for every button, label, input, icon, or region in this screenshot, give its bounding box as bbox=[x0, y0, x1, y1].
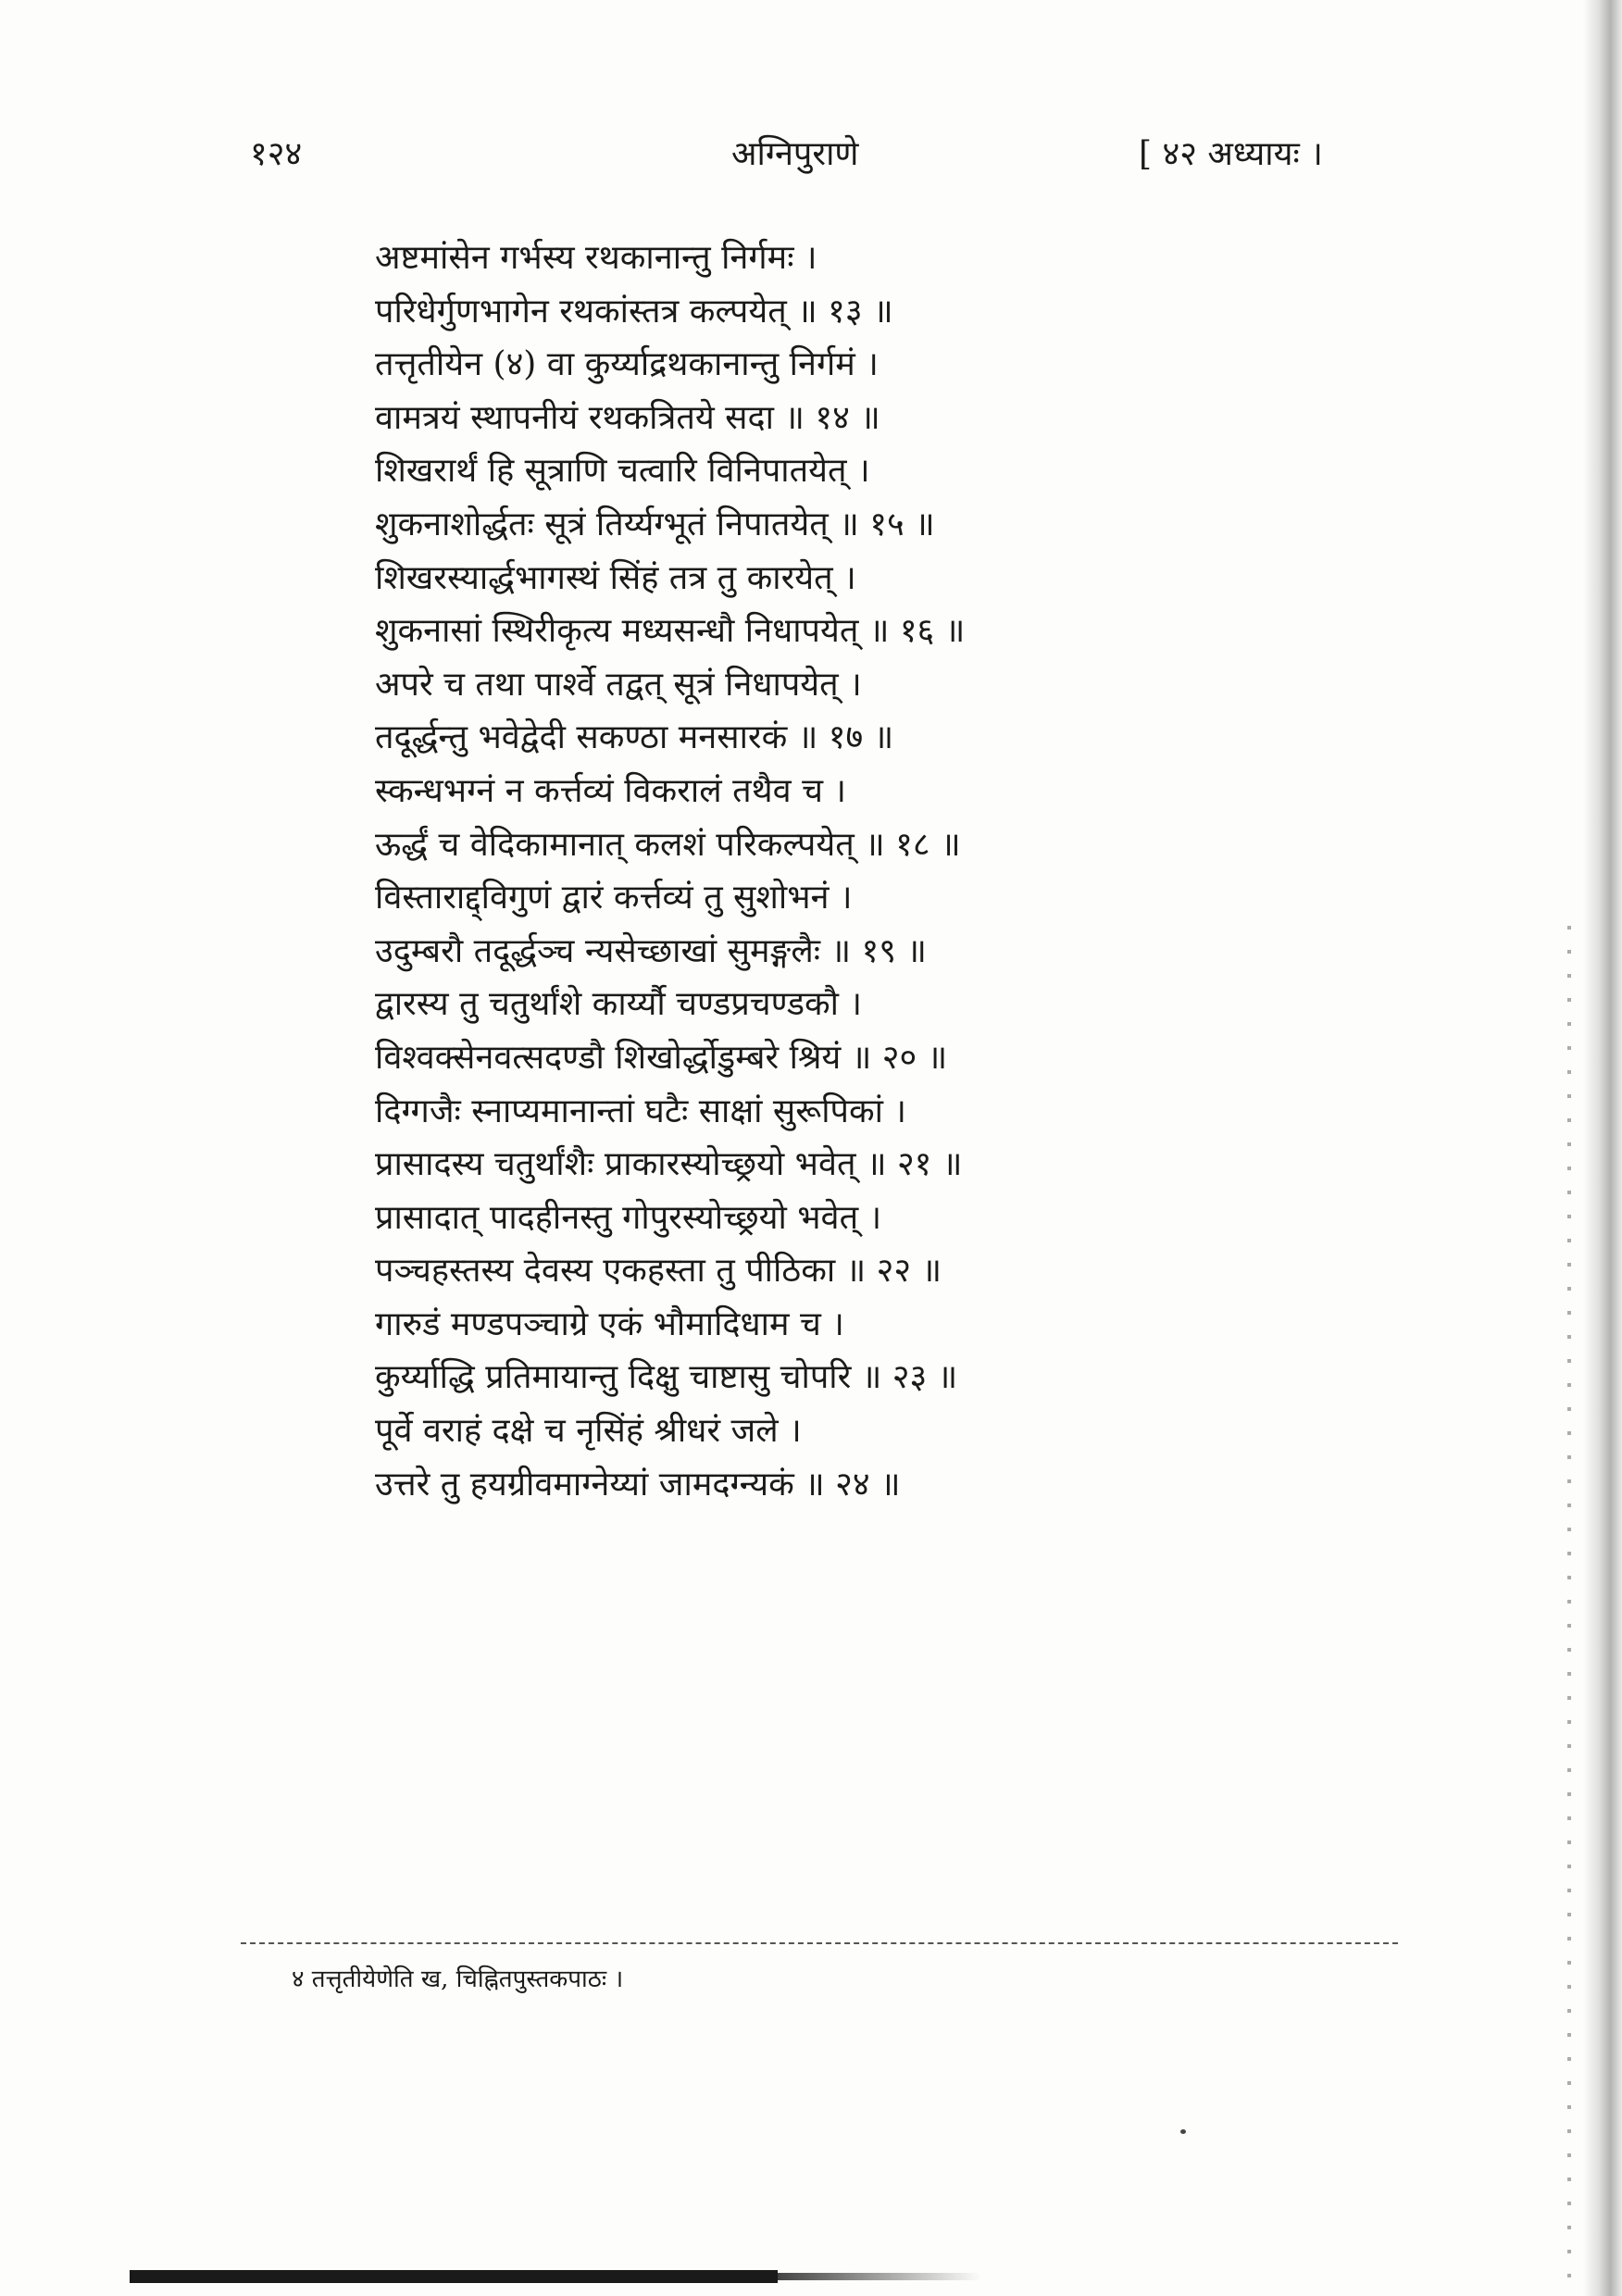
verse-line: पूर्वे वराहं दक्षे च नृसिंहं श्रीधरं जले । bbox=[375, 1412, 802, 1451]
footnote: ४ तत्तृतीयेणेति ख, चिह्नितपुस्तकपाठः । bbox=[292, 1965, 624, 1993]
verse-line: शुकनाशोर्द्धतः सूत्रं तिर्य्यग्भूतं निपातयेत् ॥ १५ ॥ bbox=[375, 505, 935, 543]
verse-line: शुकनासां स्थिरीकृत्य मध्यसन्धौ निधापयेत् ॥ १६ ॥ bbox=[375, 612, 966, 651]
verse-line: परिधेर्गुणभागेन रथकांस्तत्र कल्पयेत् ॥ १३ ॥ bbox=[375, 292, 893, 331]
verse-line: अष्टमांसेन गर्भस्य रथकानान्तु निर्गमः । bbox=[375, 239, 817, 277]
verse-line: अपरे च तथा पार्श्वे तद्वत् सूत्रं निधापयेत् । bbox=[375, 665, 862, 704]
verse-line: विस्ताराद्द्विगुणं द्वारं कर्त्तव्यं तु सुशोभनं । bbox=[375, 879, 853, 917]
verse-line: उदुम्बरौ तदूर्द्धञ्च न्यसेच्छाखां सुमङ्गलैः ॥ १९ ॥ bbox=[375, 931, 927, 970]
verse-line: तदूर्द्धन्तु भवेद्वेदी सकण्ठा मनसारकं ॥ १७ ॥ bbox=[375, 718, 894, 757]
verse-line: शिखरार्थं हि सूत्राणि चत्वारि विनिपातयेत् । bbox=[375, 452, 870, 491]
footnote-divider bbox=[241, 1942, 1398, 1944]
verse-block bbox=[375, 231, 1347, 1511]
scan-bottom-bar bbox=[130, 2270, 778, 2283]
verse-line: वामत्रयं स्थापनीयं रथकत्रितये सदा ॥ १४ ॥ bbox=[375, 398, 880, 437]
page-number: १२४ bbox=[250, 135, 303, 173]
verse-line: तत्तृतीयेन (४) वा कुर्य्याद्रथकानान्तु निर्गमं । bbox=[375, 345, 879, 384]
verse-line: कुर्य्याद्धि प्रतिमायान्तु दिक्षु चाष्टासु चोपरि ॥ २३ ॥ bbox=[375, 1358, 958, 1397]
running-title: अग्निपुराणे bbox=[731, 135, 859, 173]
verse-line: पञ्चहस्तस्य देवस्य एकहस्ता तु पीठिका ॥ २२ ॥ bbox=[375, 1252, 942, 1291]
verse-line: शिखरस्यार्द्धभागस्थं सिंहं तत्र तु कारयेत् । bbox=[375, 558, 856, 597]
page-header bbox=[0, 130, 1622, 185]
verse-line: ऊर्द्धं च वेदिकामानात् कलशं परिकल्पयेत् ॥ १८ ॥ bbox=[375, 825, 961, 864]
verse-line: दिग्गजैः स्नाप्यमानान्तां घटैः साक्षां सुरूपिकां । bbox=[375, 1092, 907, 1130]
verse-line: गारुडं मण्डपञ्चाग्रे एकं भौमादिधाम च । bbox=[375, 1304, 844, 1343]
page-edge-marks bbox=[1567, 926, 1571, 2277]
verse-line: द्वारस्य तु चतुर्थांशे कार्य्यौ चण्डप्रचण्डकौ । bbox=[375, 985, 863, 1024]
scan-speck bbox=[1180, 2129, 1186, 2134]
scan-bottom-bar-fade bbox=[778, 2273, 981, 2280]
verse-line: प्रासादात् पादहीनस्तु गोपुरस्योच्छ्रयो भवेत् । bbox=[375, 1198, 882, 1237]
verse-line: स्कन्धभग्नं न कर्त्तव्यं विकरालं तथैव च । bbox=[375, 771, 847, 810]
chapter-label: [ ४२ अध्यायः । bbox=[1139, 135, 1323, 173]
verse-line: विश्वक्सेनवत्सदण्डौ शिखोर्द्धोडुम्बरे श्रियं ॥ २० ॥ bbox=[375, 1038, 948, 1077]
verse-line: उत्तरे तु हयग्रीवमाग्नेय्यां जामदग्न्यकं ॥ २४ ॥ bbox=[375, 1465, 901, 1504]
verse-line: प्रासादस्य चतुर्थांशैः प्राकारस्योच्छ्रयो भवेत् ॥ २१ ॥ bbox=[375, 1145, 963, 1184]
page-edge-shadow bbox=[1583, 0, 1622, 2296]
